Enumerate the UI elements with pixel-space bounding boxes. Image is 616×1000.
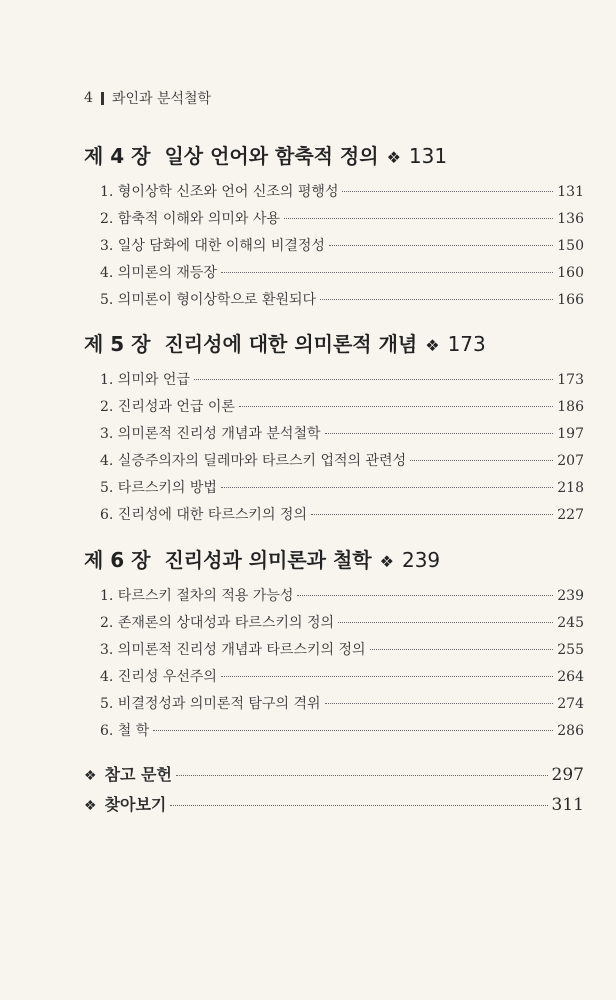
- entry-label: 6. 진리성에 대한 타르스키의 정의: [100, 507, 307, 523]
- entry-label: 2. 존재론의 상대성과 타르스키의 정의: [100, 615, 335, 631]
- entry-label: 1. 타르스키 절차의 적용 가능성: [100, 588, 294, 604]
- toc-entry[interactable]: [84, 583, 584, 610]
- entry-label: 3. 의미론적 진리성 개념과 타르스키의 정의: [100, 642, 366, 658]
- dot-leader: [170, 805, 547, 806]
- toc-entry[interactable]: [84, 502, 584, 529]
- toc-entry[interactable]: [84, 233, 584, 260]
- dot-leader: [370, 649, 554, 650]
- entry-label: 3. 의미론적 진리성 개념과 분석철학: [100, 426, 321, 442]
- toc-entry[interactable]: [84, 287, 584, 314]
- chapter-heading: [84, 140, 584, 169]
- entry-label: 6. 철 학: [100, 723, 150, 739]
- running-header: [84, 88, 211, 108]
- toc-entry[interactable]: [84, 448, 584, 475]
- dot-leader: [153, 730, 553, 731]
- toc-entry[interactable]: [84, 637, 584, 664]
- diamond-icon: ❖: [84, 798, 97, 814]
- entry-page: 160: [557, 265, 584, 281]
- diamond-icon: ❖: [425, 336, 440, 355]
- chapter-title: 진리성과 의미론과 철학: [164, 548, 372, 572]
- entry-page: 136: [557, 211, 584, 227]
- toc-entry[interactable]: [84, 394, 584, 421]
- entry-page: 274: [557, 696, 584, 712]
- chapter-page-number: 239: [401, 548, 441, 572]
- entry-page: 150: [557, 238, 584, 254]
- entry-page: 197: [557, 426, 584, 442]
- entry-label: 1. 형이상학 신조와 언어 신조의 평행성: [100, 184, 339, 200]
- toc-entry[interactable]: [84, 260, 584, 287]
- toc-entry[interactable]: [84, 691, 584, 718]
- appendix-page: 297: [551, 765, 584, 785]
- entry-page: 264: [557, 669, 584, 685]
- dot-leader: [239, 406, 553, 407]
- entry-page: 173: [557, 372, 584, 388]
- entry-label: 4. 실증주의자의 딜레마와 타르스키 업적의 관련성: [100, 453, 407, 469]
- entry-page: 207: [557, 453, 584, 469]
- entry-page: 239: [557, 588, 584, 604]
- entry-label: 1. 의미와 언급: [100, 372, 190, 388]
- toc-entry[interactable]: [84, 206, 584, 233]
- entry-page: 218: [557, 480, 584, 496]
- diamond-icon: ❖: [379, 552, 394, 571]
- dot-leader: [338, 622, 553, 623]
- header-divider: [101, 92, 104, 105]
- dot-leader: [410, 460, 553, 461]
- chapter-number: 제 5 장: [84, 332, 151, 356]
- dot-leader: [320, 299, 553, 300]
- chapter-4: [84, 140, 584, 314]
- entry-label: 5. 비결정성과 의미론적 탐구의 격위: [100, 696, 321, 712]
- dot-leader: [194, 379, 553, 380]
- appendix-section: [84, 760, 584, 820]
- chapter-heading: [84, 544, 584, 573]
- entry-page: 166: [557, 292, 584, 308]
- entry-page: 131: [557, 184, 584, 200]
- dot-leader: [221, 487, 553, 488]
- appendix-label: 찾아보기: [104, 795, 167, 814]
- chapter-6: [84, 544, 584, 745]
- dot-leader: [221, 676, 553, 677]
- chapter-page-number: 131: [408, 144, 448, 168]
- dot-leader: [284, 218, 553, 219]
- entry-page: 245: [557, 615, 584, 631]
- dot-leader: [311, 514, 553, 515]
- entry-page: 255: [557, 642, 584, 658]
- toc-entry[interactable]: [84, 367, 584, 394]
- toc-entry[interactable]: [84, 718, 584, 745]
- header-page-number: 4: [84, 90, 93, 106]
- appendix-entry-index[interactable]: [84, 790, 584, 820]
- appendix-label: 참고 문헌: [104, 765, 172, 784]
- diamond-icon: ❖: [84, 768, 97, 784]
- chapter-number: 제 6 장: [84, 548, 151, 572]
- chapter-number: 제 4 장: [84, 144, 151, 168]
- dot-leader: [297, 595, 553, 596]
- toc-entry[interactable]: [84, 610, 584, 637]
- entry-label: 2. 함축적 이해와 의미와 사용: [100, 211, 280, 227]
- entry-label: 4. 의미론의 재등장: [100, 265, 217, 281]
- entry-page: 186: [557, 399, 584, 415]
- chapter-heading: [84, 328, 584, 357]
- dot-leader: [329, 245, 553, 246]
- toc-entry[interactable]: [84, 664, 584, 691]
- entry-page: 286: [557, 723, 584, 739]
- chapter-5: [84, 328, 584, 529]
- chapter-title: 진리성에 대한 의미론적 개념: [164, 332, 418, 356]
- dot-leader: [221, 272, 553, 273]
- header-book-title: 콰인과 분석철학: [111, 91, 212, 107]
- entry-page: 227: [557, 507, 584, 523]
- dot-leader: [325, 703, 554, 704]
- diamond-icon: ❖: [386, 148, 401, 167]
- entry-label: 4. 진리성 우선주의: [100, 669, 217, 685]
- dot-leader: [325, 433, 554, 434]
- chapter-page-number: 173: [447, 332, 486, 356]
- dot-leader: [342, 191, 553, 192]
- toc-entry[interactable]: [84, 475, 584, 502]
- entry-label: 5. 타르스키의 방법: [100, 480, 217, 496]
- toc-entry[interactable]: [84, 421, 584, 448]
- dot-leader: [176, 775, 548, 776]
- appendix-page: 311: [551, 795, 584, 815]
- entry-label: 3. 일상 담화에 대한 이해의 비결정성: [100, 238, 325, 254]
- entry-label: 2. 진리성과 언급 이론: [100, 399, 235, 415]
- chapter-title: 일상 언어와 함축적 정의: [164, 144, 379, 168]
- entry-label: 5. 의미론이 형이상학으로 환원되다: [100, 292, 317, 308]
- toc-entry[interactable]: [84, 179, 584, 206]
- appendix-entry-references[interactable]: [84, 760, 584, 790]
